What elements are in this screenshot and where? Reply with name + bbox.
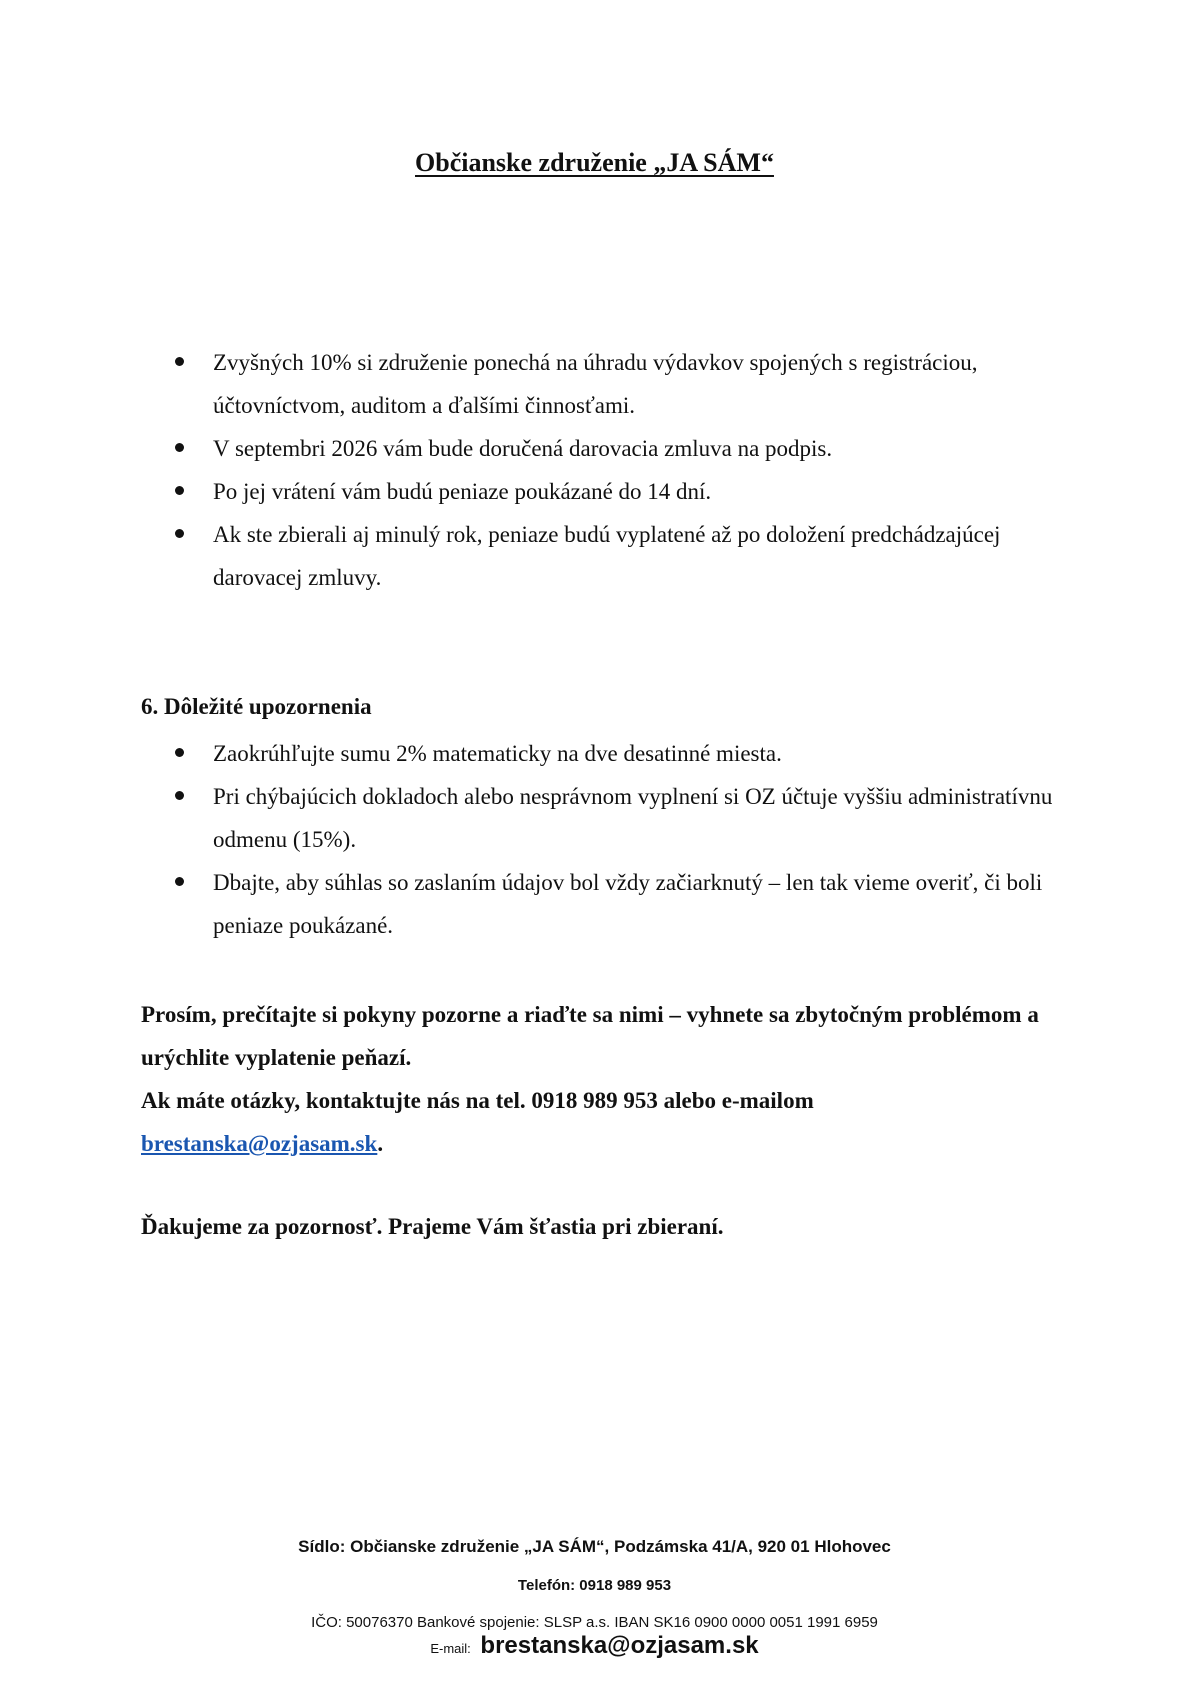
footer-phone: Telefón: 0918 989 953 [517, 1577, 672, 1594]
footer-email [0, 1632, 1189, 1660]
list-item: V septembri 2026 vám bude doručená darovacia zmluva na podpis. [175, 427, 1055, 470]
closing-paragraph [141, 993, 1061, 1165]
list-item: Zvyšných 10% si združenie ponechá na úhradu výdavkov spojených s registráciou, účtovníctvom, auditom a ďalšími činnosťami. [175, 341, 1055, 427]
section-heading-important-notices: 6. Dôležité upozornenia [141, 694, 372, 719]
email-suffix: . [377, 1131, 384, 1156]
list-item: Pri chýbajúcich dokladoch alebo nesprávnom vyplnení si OZ účtuje vyššiu administratívnu odmenu (15%). [175, 775, 1055, 861]
important-notices-list [175, 732, 1055, 947]
email-link[interactable]: brestanska@ozjasam.sk [141, 1131, 378, 1156]
list-item: Zaokrúhľujte sumu 2% matematicky na dve desatinné miesta. [175, 732, 1055, 775]
footer-email-label: E-mail: [430, 1641, 471, 1656]
footer-seat: Sídlo: Občianske združenie „JA SÁM“, Podzámska 41/A, 920 01 Hlohovec [298, 1537, 891, 1556]
list-item: Dbajte, aby súhlas so zaslaním údajov bol vždy začiarknutý – len tak vieme overiť, či boli peniaze poukázané. [175, 861, 1055, 947]
thanks-line: Ďakujeme za pozornosť. Prajeme Vám šťastia pri zbieraní. [141, 1214, 724, 1239]
contact-text: Ak máte otázky, kontaktujte nás na tel. 0918 989 953 alebo e-mailom [141, 1088, 814, 1113]
closing-instructions: Prosím, prečítajte si pokyny pozorne a riaďte sa nimi – vyhnete sa zbytočným problémom a urýchlite vyplatenie peňazí. [141, 1002, 1039, 1070]
conditions-list [175, 341, 1055, 599]
footer-ids: IČO: 50076370 Bankové spojenie: SLSP a.s. IBAN SK16 0900 0000 0051 1991 6959 [311, 1614, 878, 1631]
page-title: Občianske združenie „JA SÁM“ [415, 148, 774, 177]
list-item: Ak ste zbierali aj minulý rok, peniaze budú vyplatené až po doložení predchádzajúcej darovacej zmluvy. [175, 513, 1055, 599]
footer-email-value: brestanska@ozjasam.sk [480, 1632, 759, 1659]
list-item: Po jej vrátení vám budú peniaze poukázané do 14 dní. [175, 470, 1055, 513]
closing-contact [141, 1079, 1061, 1165]
